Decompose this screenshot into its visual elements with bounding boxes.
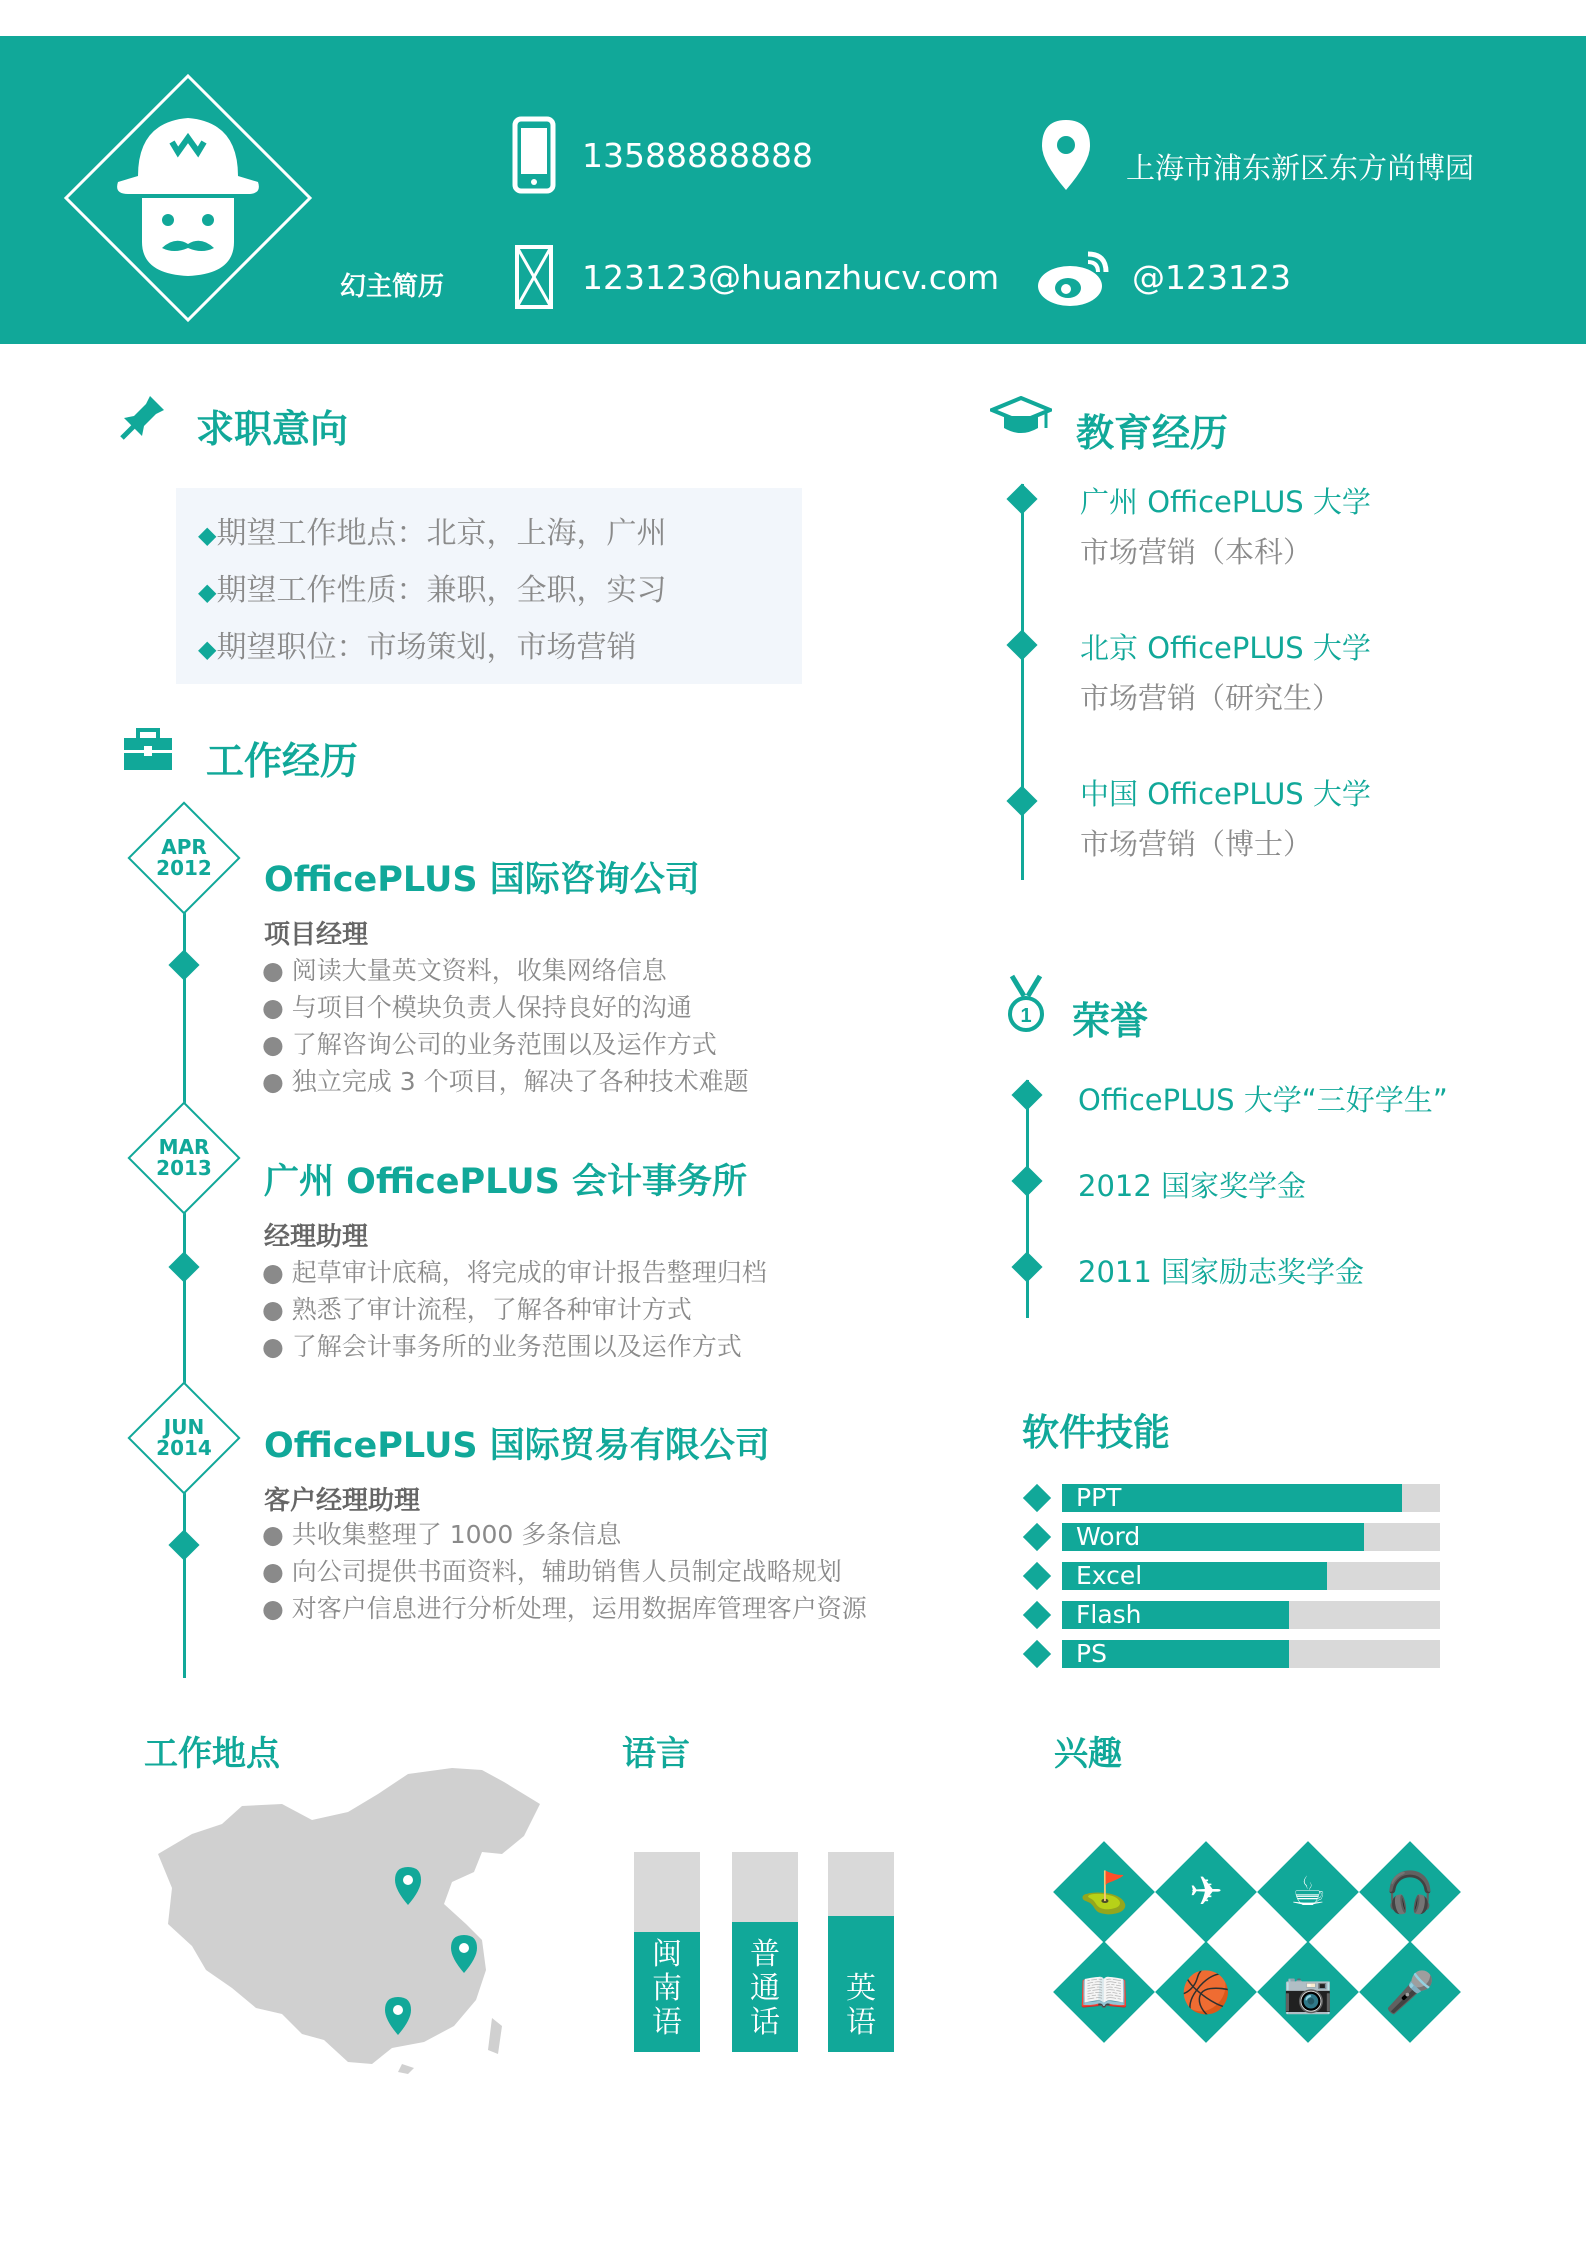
skill-track — [1062, 1601, 1440, 1629]
intent-item: ◆期望工作性质：兼职，全职，实习 — [198, 573, 667, 608]
medal-icon — [1002, 974, 1050, 1034]
pin-icon — [120, 392, 168, 440]
edu-major: 市场营销（本科） — [1080, 535, 1313, 569]
job-company: 广州 OfficePLUS 会计事务所 — [264, 1162, 747, 1202]
language-column — [732, 1852, 798, 2052]
job-date: APR 2012 — [156, 835, 212, 880]
timeline-node — [1006, 629, 1037, 660]
coffee-icon: ☕ — [1290, 1869, 1326, 1915]
timeline-node — [168, 1251, 199, 1282]
location-title: 工作地点 — [144, 1734, 280, 1774]
edu-school: 广州 OfficePLUS 大学 — [1080, 485, 1371, 519]
duty-item: ● 阅读大量英文资料，收集网络信息 — [262, 956, 667, 985]
job-duties — [262, 1254, 767, 1365]
language-label: 英语 — [846, 1971, 876, 2040]
honors-title: 荣誉 — [1072, 999, 1149, 1043]
timeline-node — [1006, 785, 1037, 816]
edu-major: 市场营销（博士） — [1080, 827, 1313, 861]
address: 上海市浦东新区东方尚博园 — [1126, 151, 1475, 185]
duty-item: ● 与项目个模块负责人保持良好的沟通 — [262, 993, 692, 1022]
weibo-icon — [1036, 248, 1112, 308]
intent-item: ◆期望职位：市场策划，市场营销 — [198, 630, 637, 665]
skill-track — [1062, 1484, 1440, 1512]
header-banner — [0, 36, 1586, 344]
microphone-icon: 🎤 — [1385, 1969, 1435, 2016]
duty-item: ● 对客户信息进行分析处理，运用数据库管理客户资源 — [262, 1594, 867, 1623]
education-timeline-line — [1021, 484, 1024, 880]
duty-item: ● 起草审计底稿，将完成的审计报告整理归档 — [262, 1258, 767, 1287]
avatar — [62, 72, 314, 324]
language-label: 闽南语 — [652, 1937, 682, 2040]
honor-item: OfficePLUS 大学“三好学生” — [1078, 1083, 1448, 1117]
intent-title: 求职意向 — [196, 407, 349, 451]
skill-label: PPT — [1076, 1483, 1122, 1512]
timeline-node — [1011, 1165, 1042, 1196]
briefcase-icon — [122, 728, 174, 772]
duty-item: ● 向公司提供书面资料，辅助销售人员制定战略规划 — [262, 1557, 842, 1586]
skill-bullet — [1023, 1640, 1051, 1668]
timeline-node — [168, 949, 199, 980]
map-pin-icon — [384, 1996, 412, 2036]
education-title: 教育经历 — [1076, 411, 1229, 455]
airplane-icon: ✈ — [1189, 1869, 1223, 1915]
skill-label: PS — [1076, 1639, 1107, 1668]
duty-item: ● 共收集整理了 1000 多条信息 — [262, 1520, 622, 1549]
job-date: MAR 2013 — [156, 1135, 212, 1180]
job-role: 项目经理 — [264, 920, 369, 950]
intent-list — [198, 506, 666, 677]
edu-major: 市场营销（研究生） — [1080, 681, 1342, 715]
honor-item: 2012 国家奖学金 — [1078, 1169, 1307, 1203]
job-date: JUN 2014 — [156, 1415, 212, 1460]
timeline-node — [1011, 1079, 1042, 1110]
job-role: 经理助理 — [264, 1222, 369, 1252]
skill-label: Word — [1076, 1522, 1141, 1551]
hobbies-title: 兴趣 — [1054, 1734, 1122, 1774]
skill-bullet — [1023, 1601, 1051, 1629]
edu-school: 北京 OfficePLUS 大学 — [1080, 631, 1371, 665]
work-title: 工作经历 — [206, 739, 359, 783]
edu-school: 中国 OfficePLUS 大学 — [1080, 777, 1371, 811]
phone-icon — [512, 116, 556, 194]
job-role: 客户经理助理 — [264, 1486, 421, 1516]
mail-icon — [514, 244, 554, 310]
graduation-cap-icon — [990, 396, 1052, 438]
headphones-icon: 🎧 — [1385, 1869, 1435, 1916]
job-duties — [262, 1516, 867, 1627]
language-column — [634, 1852, 700, 2052]
skill-bullet — [1023, 1562, 1051, 1590]
skill-track — [1062, 1562, 1440, 1590]
skill-label: Flash — [1076, 1600, 1142, 1629]
map-pin-icon — [450, 1934, 478, 1974]
skill-label: Excel — [1076, 1561, 1143, 1590]
timeline-node — [168, 1529, 199, 1560]
skill-track — [1062, 1523, 1440, 1551]
skill-bullet — [1023, 1484, 1051, 1512]
golf-icon: ⛳ — [1079, 1869, 1129, 1916]
basketball-icon: 🏀 — [1181, 1969, 1231, 2016]
honor-item: 2011 国家励志奖学金 — [1078, 1255, 1365, 1289]
job-duties — [262, 952, 749, 1100]
duty-item: ● 独立完成 3 个项目，解决了各种技术难题 — [262, 1067, 749, 1096]
resume-name: 幻主简历 — [340, 272, 445, 302]
timeline-node — [1006, 483, 1037, 514]
duty-item: ● 熟悉了审计流程，了解各种审计方式 — [262, 1295, 692, 1324]
duty-item: ● 了解咨询公司的业务范围以及运作方式 — [262, 1030, 717, 1059]
svg-text:1: 1 — [1020, 1005, 1032, 1027]
intent-item: ◆期望工作地点：北京，上海，广州 — [198, 516, 667, 551]
book-icon: 📖 — [1079, 1969, 1129, 2016]
language-column — [828, 1852, 894, 2052]
phone-number: 13588888888 — [582, 136, 813, 175]
job-company: OfficePLUS 国际咨询公司 — [264, 860, 700, 900]
skill-bullet — [1023, 1523, 1051, 1551]
skills-title: 软件技能 — [1022, 1411, 1170, 1454]
timeline-node — [1011, 1251, 1042, 1282]
job-company: OfficePLUS 国际贸易有限公司 — [264, 1426, 770, 1466]
china-map — [152, 1764, 542, 2074]
weibo-handle: @123123 — [1132, 258, 1291, 297]
skill-track — [1062, 1640, 1440, 1668]
languages-title: 语言 — [622, 1734, 690, 1774]
duty-item: ● 了解会计事务所的业务范围以及运作方式 — [262, 1332, 742, 1361]
location-pin-icon — [1040, 118, 1092, 192]
email-address: 123123@huanzhucv.com — [582, 258, 1000, 297]
language-label: 普通话 — [750, 1937, 780, 2040]
map-pin-icon — [394, 1866, 422, 1906]
camera-icon: 📷 — [1283, 1969, 1333, 2016]
